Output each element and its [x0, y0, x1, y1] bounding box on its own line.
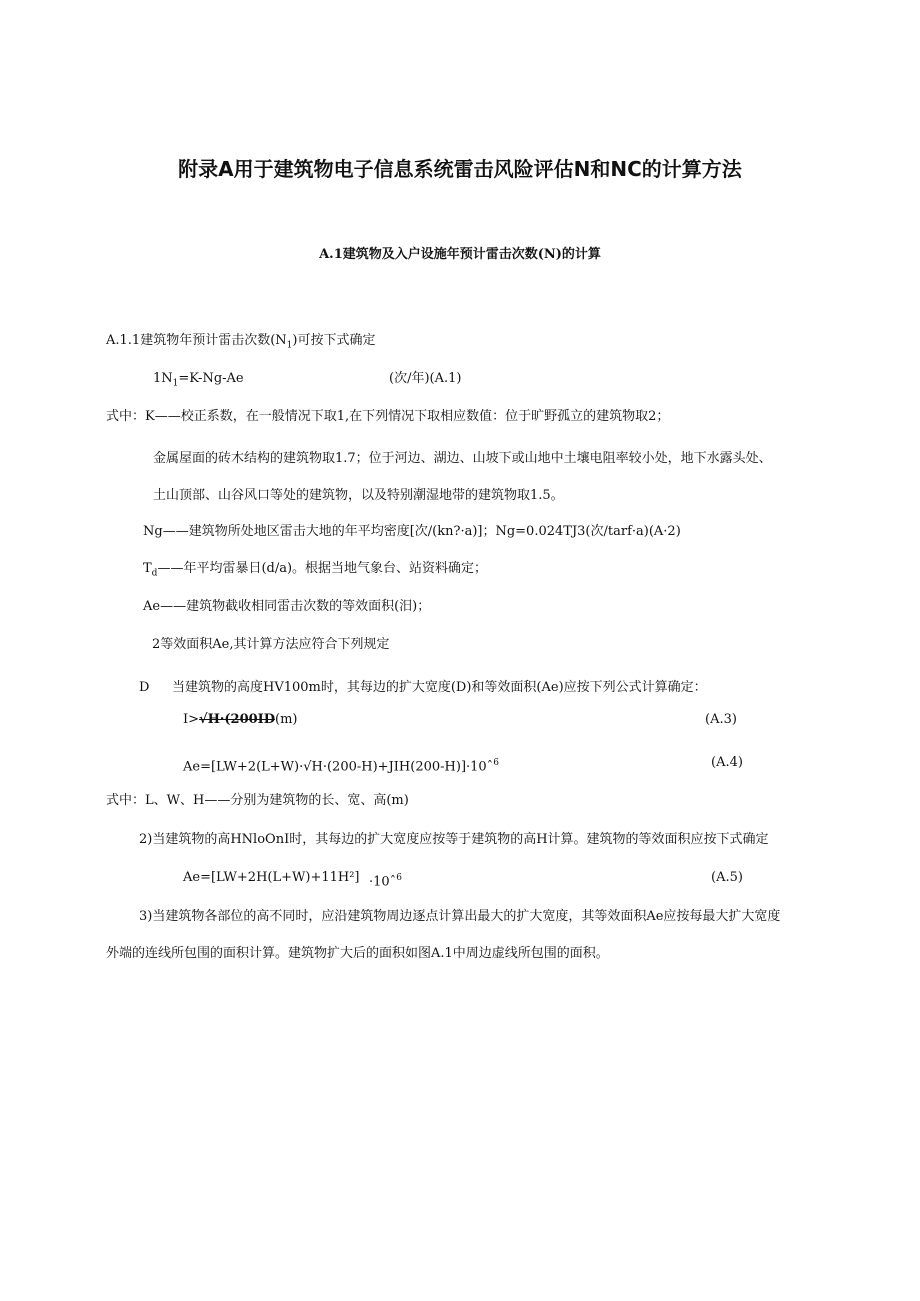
item-d-text: 当建筑物的高度HV100m时，其每边的扩大宽度(D)和等效面积(Ae)应按下列公式计算确定： — [172, 680, 707, 695]
formula-a3 — [183, 711, 298, 729]
section-title: A.1建筑物及入户设施年预计雷击次数(N)的计算 — [319, 247, 601, 262]
formula-a3-lhs: I> — [183, 712, 200, 727]
definition-td-symbol: T — [143, 561, 152, 576]
formula-a1-subscript: 1 — [172, 378, 179, 389]
clause-a11-text: A.1.1建筑物年预计雷击次数(N — [106, 333, 287, 348]
item-2b-text: 2)当建筑物的高HNloOnI时，其每边的扩大宽度应按等于建筑物的高H计算。建筑物的等效面积应按下式确定 — [139, 832, 769, 847]
definition-k: 式中：K——校正系数，在一般情况下取1,在下列情况下取相应数值：位于旷野孤立的建筑物取2； — [106, 409, 670, 424]
formula-a5-factor-text: ·10ˆ — [369, 874, 397, 890]
formula-a3-expression: √H·(200ID — [199, 712, 276, 727]
definition-k-line2: 金属屋面的砖木结构的建筑物取1.7；位于河边、湖边、山坡下或山地中土壤电阻率较小处，地下水露头处、 — [153, 451, 772, 466]
definition-td — [143, 560, 487, 583]
item-2-heading: 2等效面积Ae,其计算方法应符合下列规定 — [152, 637, 390, 652]
clause-a11-subscript: 1 — [286, 340, 293, 351]
definition-td-text: ——年平均雷暴日(d/a)。根据当地气象台、站资料确定； — [157, 561, 488, 576]
formula-a4-number: (A.4) — [711, 755, 743, 770]
formula-a1-expression: =K-Ng-Ae — [178, 371, 244, 386]
item-d-marker: D — [139, 680, 150, 695]
formula-a4 — [183, 754, 499, 776]
formula-a4-expression: Ae=[LW+2(L+W)·√H·(200-H)+JIH(200-H)]·10ˆ — [183, 759, 494, 775]
formula-a5-expression: Ae=[LW+2H(L+W)+11H²] — [183, 870, 360, 885]
appendix-title: 附录A用于建筑物电子信息系统雷击风险评估N和NC的计算方法 — [178, 157, 742, 181]
item-3-line2: 外端的连线所包围的面积计算。建筑物扩大后的面积如图A.1中周边虚线所包围的面积。 — [106, 946, 609, 961]
definition-lwh: 式中：L、W、H——分别为建筑物的长、宽、高(m) — [106, 793, 409, 808]
definition-ng: Ng——建筑物所处地区雷击大地的年平均密度[次/(kn?·a)]；Ng=0.024TJ3(次/tarf·a)(A·2) — [143, 524, 681, 539]
formula-a1-n: 1N — [153, 371, 173, 386]
clause-a11-text-end: )可按下式确定 — [292, 333, 376, 348]
definition-td-subscript: d — [151, 568, 158, 579]
formula-a3-number: (A.3) — [705, 712, 737, 727]
formula-a5-factor — [369, 869, 402, 891]
item-3-line1: 3)当建筑物各部位的高不同时，应沿建筑物周边逐点计算出最大的扩大宽度，其等效面积Ae应按每最大扩大宽度 — [139, 909, 781, 924]
formula-a5-exponent: 6 — [396, 873, 402, 883]
definition-k-line3: 土山顶部、山谷风口等处的建筑物，以及特别潮湿地带的建筑物取1.5。 — [153, 488, 564, 503]
formula-a3-unit: (m) — [275, 712, 298, 727]
formula-a1-lhs — [153, 370, 244, 393]
formula-a1-number: (次/年)(A.1) — [389, 371, 462, 386]
formula-a5-number: (A.5) — [711, 870, 743, 885]
clause-a11 — [106, 332, 375, 355]
formula-a4-exponent: 6 — [493, 758, 499, 768]
definition-ae: Ae——建筑物截收相同雷击次数的等效面积(汨)； — [143, 599, 431, 614]
